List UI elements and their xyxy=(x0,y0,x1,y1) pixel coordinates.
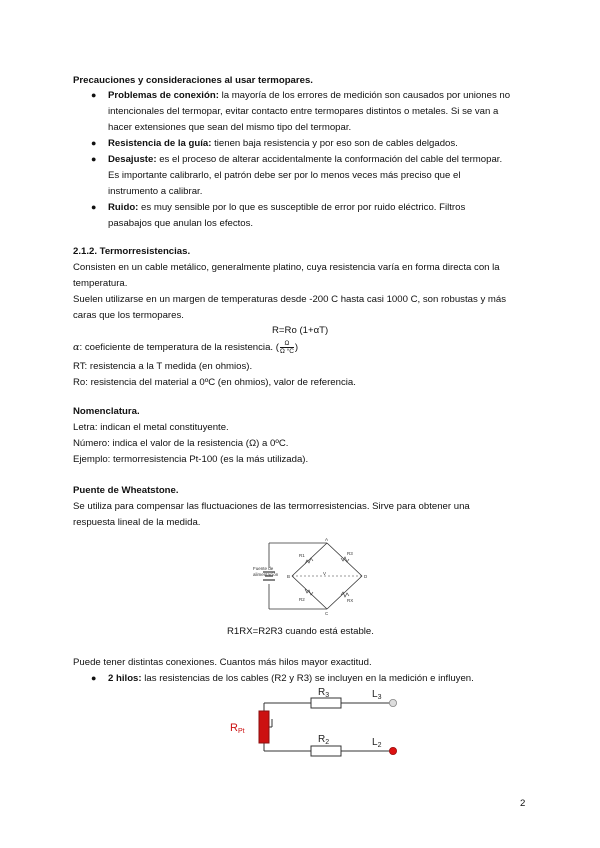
rt-definition: RT: resistencia a la T medida (en ohmios). xyxy=(73,361,253,372)
label-r3: R3 xyxy=(347,551,353,556)
l3-terminal xyxy=(389,699,396,706)
precaution-item-1: Problemas de conexión: la mayoría de los errores de medición son causados por uniones no xyxy=(108,90,511,101)
bridge-branch-rx xyxy=(327,576,362,609)
l2-label: $L_2$ xyxy=(372,737,382,749)
bridge-branch-r1 xyxy=(292,543,327,576)
page-number: 2 xyxy=(520,798,526,809)
l2-terminal xyxy=(389,747,396,754)
alpha-unit-fraction: $\frac{\Omega}{\Omega ^\circ C}$ xyxy=(279,340,294,355)
nomenclature-line-3: Ejemplo: termorresistencia Pt-100 (es la más utilizada). xyxy=(73,454,309,465)
rtd-p1-line-2: temperatura. xyxy=(73,278,128,289)
connections-text: Puede tener distintas conexiones. Cuantos más hilos mayor exactitud. xyxy=(73,657,372,668)
r2-label: $R_2$ xyxy=(318,734,330,746)
precaution-item-1-line-2: intencionales del termopar, evitar contacto entre termopares distintos o metales. Si se van a xyxy=(108,106,499,117)
nomenclature-line-2: Número: indica el valor de la resistencia (Ω) a 0ºC. xyxy=(73,438,289,449)
source-label-2: alimentación xyxy=(253,572,279,577)
precaution-item-3: Desajuste: es el proceso de alterar accidentalmente la conformación del cable del termopar. xyxy=(108,154,503,165)
wheatstone-heading: Puente de Wheatstone. xyxy=(73,485,179,496)
balance-condition: R1RX=R2R3 cuando está estable. xyxy=(227,626,374,637)
bullet-dot: ● xyxy=(91,138,97,148)
bullet-dot: ● xyxy=(91,673,97,683)
precaution-item-3-line-3: instrumento a calibrar. xyxy=(108,186,203,197)
two-wire-item: 2 hilos: las resistencias de los cables (R2 y R3) se incluyen en la medición e influyen. xyxy=(108,673,474,684)
bullet-dot: ● xyxy=(91,154,97,164)
precaution-item-3-line-2: Es importante calibrarlo, el patrón debe ser por lo menos veces más preciso que el xyxy=(108,170,461,181)
bridge-branch-r2 xyxy=(292,576,327,609)
label-r1: R1 xyxy=(299,553,305,558)
l3-label: $L_3$ xyxy=(372,689,382,701)
rtd-p2-line-2: caras que los termopares. xyxy=(73,310,184,321)
resistor-r3 xyxy=(311,698,341,708)
rpt-label: RPt xyxy=(230,722,245,735)
bullet-dot: ● xyxy=(91,90,97,100)
bullet-dot: ● xyxy=(91,202,97,212)
label-vout: V xyxy=(323,571,327,576)
rpt-resistor xyxy=(259,711,269,743)
node-c: C xyxy=(325,611,329,616)
ro-definition: Ro: resistencia del material a 0ºC (en ohmios), valor de referencia. xyxy=(73,377,356,388)
wheatstone-p1-line-1: Se utiliza para compensar las fluctuaciones de las termorresistencias. Sirve para obtener una xyxy=(73,501,470,512)
resistor-r2 xyxy=(311,746,341,756)
bridge-branch-r3 xyxy=(327,543,362,576)
rtd-heading: 2.1.2. Termorresistencias. xyxy=(73,246,191,257)
node-b: B xyxy=(287,574,291,579)
wheatstone-p1-line-2: respuesta lineal de la medida. xyxy=(73,517,201,528)
label-r2: R2 xyxy=(299,597,305,602)
precautions-heading: Precauciones y consideraciones al usar termopares. xyxy=(73,75,313,86)
wheatstone-bridge-diagram xyxy=(253,535,368,616)
node-d: D xyxy=(364,574,368,579)
rtd-p1-line-1: Consisten en un cable metálico, generalmente platino, cuya resistencia varía en forma directa con la xyxy=(73,262,500,273)
precaution-item-1-line-3: hacer extensiones que sean del mismo tipo del termopar. xyxy=(108,122,352,133)
alpha-definition: α: coeficiente de temperatura de la resistencia. ( $\frac{\Omega}{\Omega ^\circ C}$ ) xyxy=(73,340,299,355)
nomenclature-heading: Nomenclatura. xyxy=(73,406,140,417)
nomenclature-line-1: Letra: indican el metal constituyente. xyxy=(73,422,229,433)
precaution-item-4-line-2: pasabajos que anulan los efectos. xyxy=(108,218,254,229)
precaution-item-2: Resistencia de la guía: tienen baja resistencia y por eso son de cables delgados. xyxy=(108,138,458,149)
two-wire-diagram xyxy=(226,683,406,763)
r3-label: $R_3$ xyxy=(318,687,330,699)
node-a: A xyxy=(325,537,329,542)
rtd-p2-line-1: Suelen utilizarse en un margen de temperaturas desde -200 C hasta casi 1000 C, son robustas y más xyxy=(73,294,507,305)
source-label: Fuente de xyxy=(253,566,274,571)
label-rx: RX xyxy=(347,598,354,603)
precaution-item-4: Ruido: es muy sensible por lo que es susceptible de error por ruido eléctrico. Filtros xyxy=(108,202,466,213)
rtd-formula: R=Ro (1+αT) xyxy=(272,325,329,336)
